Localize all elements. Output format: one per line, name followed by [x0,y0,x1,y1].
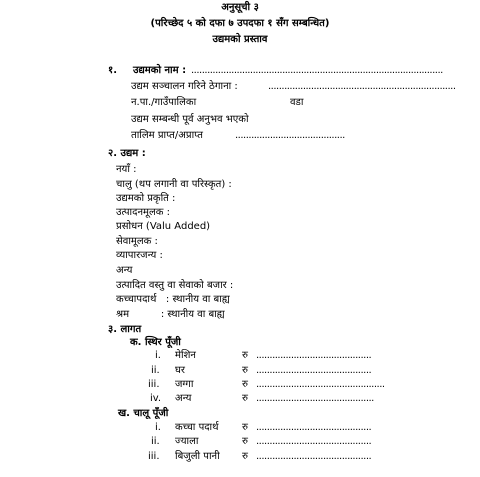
fixed-row-num: ii. [151,365,160,376]
wages-amount-field[interactable]: ........................................... [256,436,372,447]
municipality-label: न.पा./गाउँपालिका [131,97,197,108]
address-label: उद्यम सञ्चालन गरिने ठेगाना : [131,81,238,92]
ongoing-label: चालु (थप लगानी वा परिस्कृत) : [116,179,232,190]
experience-label: उद्यम सम्बन्धी पूर्व अनुभव भएको [131,114,249,125]
new-label: नयाँ : [116,164,137,175]
working-row-num: ii. [151,436,160,447]
raw-material-label: कच्चापदार्थ : स्थानीय वा बाह्य [116,294,230,305]
utilities-label: बिजुली पानी [175,451,220,462]
processing-label: प्रसोधन (Valu Added) [116,221,211,232]
working-capital-title: ख. चालू पूँजी [118,408,169,419]
currency-label: रु [242,350,248,361]
fixed-row-num: i. [155,350,161,361]
form-title: उद्यमको प्रस्ताव [212,34,268,45]
service-label: सेवामूलक : [116,236,158,247]
land-label: जग्गा [175,379,194,390]
training-label: तालिम प्राप्त/अप्राप्त [131,130,203,141]
labour-label: श्रम : स्थानीय वा बाह्य [116,309,225,320]
fixed-row-num: iii. [148,379,160,390]
currency-label: रु [242,393,248,404]
building-amount-field[interactable]: ........................................... [256,365,372,376]
machine-amount-field[interactable]: ........................................... [256,350,372,361]
annex-title: अनुसूची ३ [221,2,259,13]
ward-label: वडा [290,97,304,108]
section3-title: ३. लागत [108,324,142,335]
raw-materials-label: कच्चा पदार्थ [175,422,219,433]
enterprise-name-label: उद्यमको नाम : [133,65,187,76]
working-row-num: iii. [148,451,160,462]
section2-title: २. उद्यम : [108,148,146,159]
market-label: उत्पादित वस्तु वा सेवाको बजार : [116,280,234,291]
annex-subtitle: (परिच्छेद ५ को दफा ७ उपदफा १ सँग सम्बन्धित) [150,18,330,29]
other-fixed-label: अन्य [175,393,192,404]
utilities-amount-field[interactable]: ........................................... [256,451,372,462]
fixed-row-num: iv. [150,393,162,404]
fixed-capital-title: क. स्थिर पूँजी [130,337,181,348]
wages-label: ज्याला [175,436,199,447]
nature-label: उद्यमको प्रकृति : [116,193,176,204]
machine-label: मेशिन [175,350,196,361]
production-label: उत्पादनमूलक : [116,207,170,218]
currency-label: रु [242,436,248,447]
raw-materials-amount-field[interactable]: ........................................... [256,422,372,433]
other-fixed-amount-field[interactable]: ............................................ [256,393,374,404]
training-field[interactable]: ......................................... [235,130,345,141]
currency-label: रु [242,379,248,390]
currency-label: रु [242,365,248,376]
working-row-num: i. [155,422,161,433]
currency-label: रु [242,451,248,462]
enterprise-name-field[interactable]: .............................................................................................. [191,65,443,76]
section1-number: १. [108,65,117,76]
building-label: घर [175,365,185,376]
currency-label: रु [242,422,248,433]
trade-label: व्यापारजन्य : [116,250,163,261]
other-label: अन्य [116,265,133,276]
address-field[interactable]: ...................................................................... [268,81,456,92]
land-amount-field[interactable]: ................................................ [256,379,385,390]
